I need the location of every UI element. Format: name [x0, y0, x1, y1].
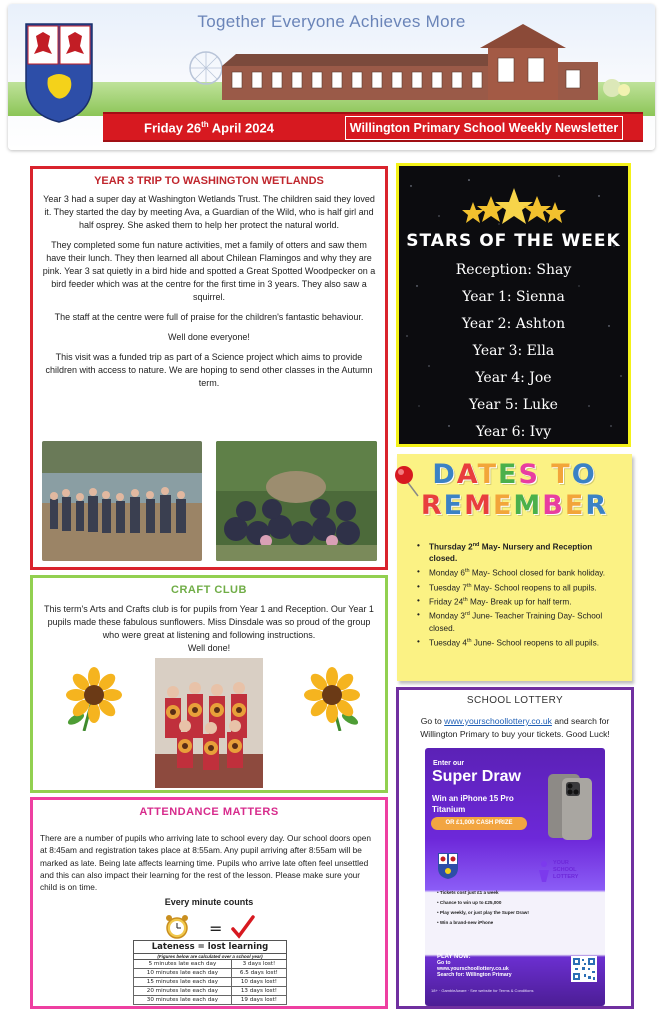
ad-enter-text: Enter our [433, 760, 465, 767]
dates-list [417, 540, 617, 650]
logo-word: SCHOOL [553, 867, 577, 873]
school-crest-small-icon [437, 852, 459, 880]
super-draw-advert [425, 748, 605, 1006]
lottery-title: SCHOOL LOTTERY [466, 695, 564, 706]
wetlands-photo-children-by-water [42, 441, 202, 561]
star-entry-reception: Reception: Shay [455, 262, 572, 278]
school-building-illustration [188, 24, 633, 114]
equals-sign: = [209, 919, 223, 938]
header-banner [8, 4, 655, 150]
date-item: • Friday 24th May- Break up for half term. [417, 595, 617, 608]
star-entry-year-2: Year 2: Ashton [461, 316, 566, 332]
play-go: Go to [437, 960, 451, 966]
ad-cash-prize-badge: OR £1,000 CASH PRIZE [431, 817, 527, 830]
school-crest-logo [24, 22, 94, 124]
table-cell: 5 minutes late each day [134, 960, 232, 969]
ad-footer-text: 18+ · GambleAware · See website for Terms & Conditions [431, 988, 534, 993]
title-letter: T [551, 459, 572, 490]
sunflower-icon [66, 667, 122, 731]
lottery-person-icon [537, 860, 551, 882]
table-row [134, 969, 287, 978]
gold-stars-icon [461, 188, 567, 228]
title-letter: E [497, 459, 519, 490]
table-row [134, 960, 287, 969]
lateness-table-title: Lateness = lost learning [134, 941, 287, 954]
logo-word: LOTTERY [553, 874, 579, 880]
ad-benefits-list [437, 888, 529, 928]
title-letter: M [464, 490, 493, 521]
title-letter: E [564, 490, 586, 521]
table-cell: 13 days lost! [231, 987, 286, 996]
title-letter: S [518, 459, 540, 490]
ad-prize-text: Win an iPhone 15 Pro Titanium [432, 794, 514, 814]
star-entry-year-6: Year 6: Ivy [475, 424, 552, 440]
wetlands-photo-children-seated [216, 441, 377, 561]
wetlands-paragraph-4: Well done everyone! [168, 332, 250, 342]
star-entry-year-3: Year 3: Ella [472, 343, 555, 359]
lateness-table [133, 940, 287, 1005]
clock-equals-tick-graphic [165, 915, 265, 941]
title-letter: E [492, 490, 514, 521]
craft-club-photo-children-with-sunflowers [155, 658, 263, 788]
title-letter: B [542, 490, 565, 521]
star-entry-year-1: Year 1: Sienna [462, 289, 565, 305]
list-item: • Win a brand-new iPhone [437, 918, 529, 928]
iphone-icon [542, 772, 596, 842]
title-letter: E [443, 490, 465, 521]
play-site: www.yourschoollottery.co.uk [437, 966, 509, 972]
table-row [134, 978, 287, 987]
table-cell: 15 minutes late each day [134, 978, 232, 987]
dates-title-line-1 [397, 459, 632, 490]
title-letter: T [477, 459, 498, 490]
lottery-text: Go to www.yourschoollottery.co.uk and search for Willington Primary to buy your tickets. Good Luck! [420, 716, 610, 739]
list-item: • Tickets cost just £1 a week [437, 888, 529, 898]
lottery-website-link[interactable]: www.yourschoollottery.co.uk [444, 716, 552, 726]
qr-code-icon [571, 956, 597, 982]
date-item: • Monday 6th May- School closed for bank holiday. [417, 566, 617, 579]
table-cell: 3 days lost! [231, 960, 286, 969]
lateness-table-subtitle: (Figures below are calculated over a school year) [134, 954, 287, 960]
push-pin-icon [392, 462, 422, 498]
logo-word: YOUR [553, 860, 569, 866]
title-letter: A [456, 459, 478, 490]
table-cell: 10 minutes late each day [134, 969, 232, 978]
list-item: • Chance to win up to £25,000 [437, 898, 529, 908]
your-school-lottery-logo [537, 858, 597, 886]
date-item: • Thursday 2nd May- Nursery and Reception closed. [417, 540, 617, 565]
craft-club-section [30, 575, 388, 793]
attendance-title: ATTENDANCE MATTERS [139, 806, 279, 818]
star-entry-year-4: Year 4: Joe [475, 370, 552, 386]
ad-play-now [437, 954, 512, 978]
play-search: Search for: Willington Primary [437, 972, 512, 978]
school-motto: Together Everyone Achieves More [197, 12, 466, 31]
title-letter [540, 459, 551, 490]
newsletter-title: Willington Primary School Weekly Newsletter [345, 116, 623, 140]
title-letter: R [585, 490, 609, 521]
school-lottery-section [396, 687, 634, 1009]
date-item: • Monday 3rd June- Teacher Training Day- School closed. [417, 609, 617, 634]
every-minute-counts-heading: Every minute counts [164, 897, 254, 908]
sunflower-icon [304, 667, 360, 731]
table-row [134, 996, 287, 1005]
craft-text: This term's Arts and Crafts club is for pupils from Year 1 and Reception. Our Year 1 pupils made these fabulous sunflowers. Miss Dinsdale was so proud of the group who were great at listening and following instructions. [44, 604, 374, 640]
newsletter-date: Friday 26th April 2024 [144, 120, 274, 136]
ad-headline: Super Draw [432, 768, 521, 785]
title-letter: R [420, 490, 444, 521]
stars-of-the-week-section [396, 163, 631, 447]
stars-title: STARS OF THE WEEK [406, 231, 621, 251]
attendance-text: There are a number of pupils who arriving late to school every day. Our school doors open at 8:45am and registration takes place at 8:55am. Any pupil arriving after 8:55am will be marked as late. Being late affects learning time. Pupils who arrive late often feel unsettled and this can also impact their learning for the rest of the lesson. Please make sure your child is on time. [40, 833, 371, 893]
wetlands-paragraph-2: They completed some fun nature activities, met a family of otters and saw them have their lunch. They then learned all about Chilean Flamingos and why they are pink. Year 3 sat quietly in a bird hide and spotted a Great Spotted Woodpecker on a bird feeder which was at the centre for the first time in 3 years. They also saw a squirrel. [42, 240, 376, 302]
dates-title-line-2 [397, 490, 632, 521]
craft-closing: Well done! [187, 643, 231, 653]
table-cell: 20 minutes late each day [134, 987, 232, 996]
table-cell: 10 days lost! [231, 978, 286, 987]
table-row [134, 987, 287, 996]
wetlands-trip-section [30, 166, 388, 570]
star-entry-year-5: Year 5: Luke [469, 397, 558, 413]
wetlands-paragraph-3: The staff at the centre were full of praise for the children's fantastic behaviour. [54, 312, 364, 322]
attendance-section [30, 797, 388, 1009]
date-item: • Tuesday 4th June- School reopens to all pupils. [417, 636, 617, 649]
table-cell: 19 days lost! [231, 996, 286, 1005]
wetlands-paragraph-5: This visit was a funded trip as part of a Science project which aims to provide children with access to nature. We are hoping to send other classes in the Autumn term. [45, 352, 373, 388]
title-letter: M [513, 490, 543, 521]
play-now-heading: PLAY NOW: [437, 954, 471, 960]
title-letter: O [571, 459, 597, 490]
date-item: • Tuesday 7th May- School reopens to all pupils. [417, 581, 617, 594]
table-cell: 30 minutes late each day [134, 996, 232, 1005]
dates-to-remember-section [397, 454, 632, 681]
table-cell: 6.5 days lost! [231, 969, 286, 978]
title-letter: D [432, 459, 457, 490]
craft-title: CRAFT CLUB [171, 584, 247, 596]
list-item: • Play weekly, or just play the Super Draw! [437, 908, 529, 918]
wetlands-title: YEAR 3 TRIP TO WASHINGTON WETLANDS [94, 175, 324, 187]
wetlands-paragraph-1: Year 3 had a super day at Washington Wetlands Trust. The children said they loved it. They started the day by meeting Ava, a Guardian of the Wild, who is half girl and half osprey. She asked them to help her protect the natural world. [43, 194, 375, 230]
